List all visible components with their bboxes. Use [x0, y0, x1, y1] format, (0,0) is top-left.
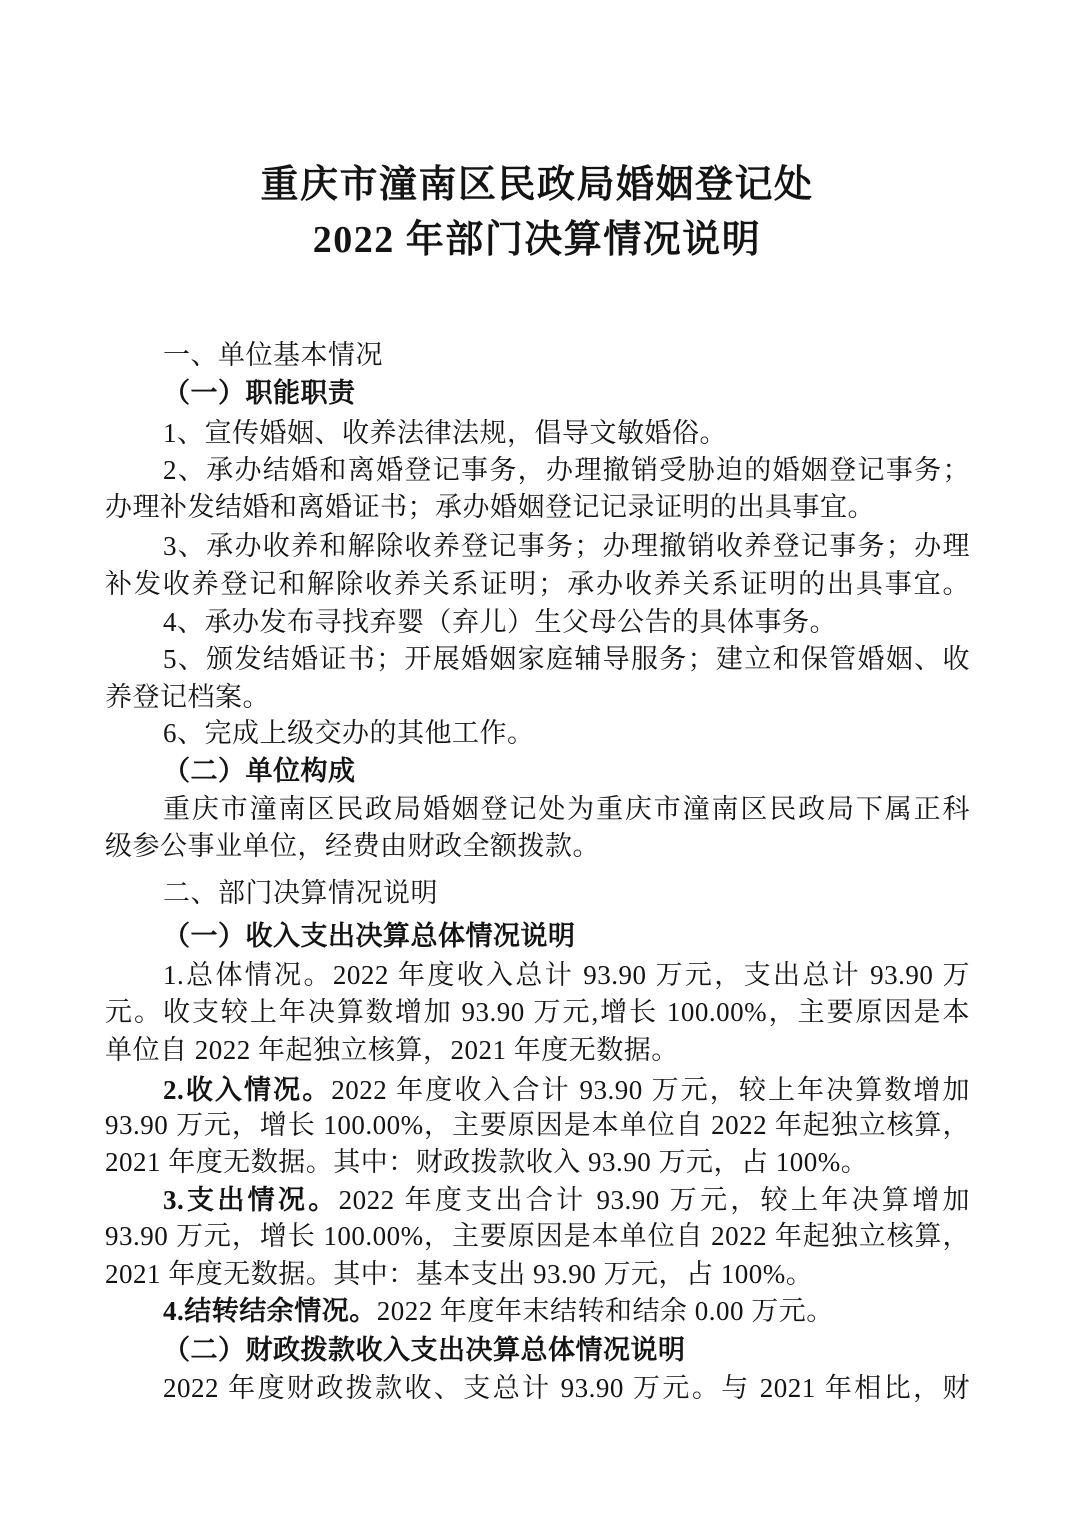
- duties-line: 1、宣传婚姻、收养法律法规，倡导文敏婚俗。: [163, 418, 727, 448]
- subsection-heading-composition: （二）单位构成: [163, 756, 356, 786]
- section-heading-final-accounts: 二、部门决算情况说明: [163, 878, 438, 908]
- composition-line: 级参公事业单位，经费由财政全额拨款。: [105, 831, 600, 861]
- duties-line: 6、完成上级交办的其他工作。: [163, 718, 535, 748]
- document-title-line-2: 2022 年部门决算情况说明: [312, 219, 762, 261]
- subsection-heading-duties: （一）职能职责: [163, 378, 356, 408]
- duties-line: 5、颁发结婚证书；开展婚姻家庭辅导服务；建立和保管婚姻、收: [163, 644, 970, 674]
- duties-line: 办理补发结婚和离婚证书；承办婚姻登记记录证明的出具事宜。: [105, 492, 875, 522]
- duties-line: 2、承办结婚和离婚登记事务，办理撤销受胁迫的婚姻登记事务；: [163, 455, 970, 485]
- income-line: 2021 年度无数据。其中：财政拨款收入 93.90 万元，占 100%。: [105, 1147, 869, 1177]
- overall-summary-line: 元。收支较上年决算数增加 93.90 万元,增长 100.00%，主要原因是本: [105, 997, 970, 1027]
- income-line: 93.90 万元，增长 100.00%，主要原因是本单位自 2022 年起独立核算，: [105, 1110, 970, 1140]
- duties-line: 3、承办收养和解除收养登记事务；办理撤销收养登记事务；办理: [163, 531, 970, 561]
- duties-line: 养登记档案。: [105, 682, 270, 712]
- balance-label: 4.结转结余情况。: [163, 1296, 377, 1326]
- subsection-heading-overall: （一）收入支出决算总体情况说明: [163, 921, 576, 951]
- duties-line: 补发收养登记和解除收养关系证明；承办收养关系证明的出具事宜。: [105, 569, 970, 599]
- balance-text: 2022 年度年末结转和结余 0.00 万元。: [376, 1296, 834, 1326]
- income-text: 2022 年度收入合计 93.90 万元，较上年决算数增加: [331, 1075, 971, 1105]
- document-title-line-1: 重庆市潼南区民政局婚姻登记处: [260, 164, 814, 206]
- duties-line: 4、承办发布寻找弃婴（弃儿）生父母公告的具体事务。: [163, 607, 837, 637]
- expense-line: [105, 1181, 970, 1219]
- subsection-heading-fiscal: （二）财政拨款收入支出决算总体情况说明: [163, 1335, 686, 1365]
- income-line: [105, 1071, 970, 1109]
- composition-line: 重庆市潼南区民政局婚姻登记处为重庆市潼南区民政局下属正科: [163, 794, 970, 824]
- overall-summary-line: 1.总体情况。2022 年度收入总计 93.90 万元，支出总计 93.90 万: [163, 960, 970, 990]
- expense-line: 2021 年度无数据。其中：基本支出 93.90 万元，占 100%。: [105, 1259, 814, 1289]
- expense-text: 2022 年度支出合计 93.90 万元，较上年决算增加: [338, 1185, 970, 1215]
- overall-summary-line: 单位自 2022 年起独立核算，2021 年度无数据。: [105, 1035, 679, 1065]
- expense-line: 93.90 万元，增长 100.00%，主要原因是本单位自 2022 年起独立核算，: [105, 1221, 970, 1251]
- fiscal-line: 2022 年度财政拨款收、支总计 93.90 万元。与 2021 年相比，财: [163, 1373, 970, 1403]
- balance-line: [105, 1292, 970, 1330]
- expense-label: 3.支出情况。: [163, 1185, 339, 1215]
- income-label: 2.收入情况。: [163, 1075, 332, 1105]
- section-heading-basic-info: 一、单位基本情况: [163, 340, 383, 370]
